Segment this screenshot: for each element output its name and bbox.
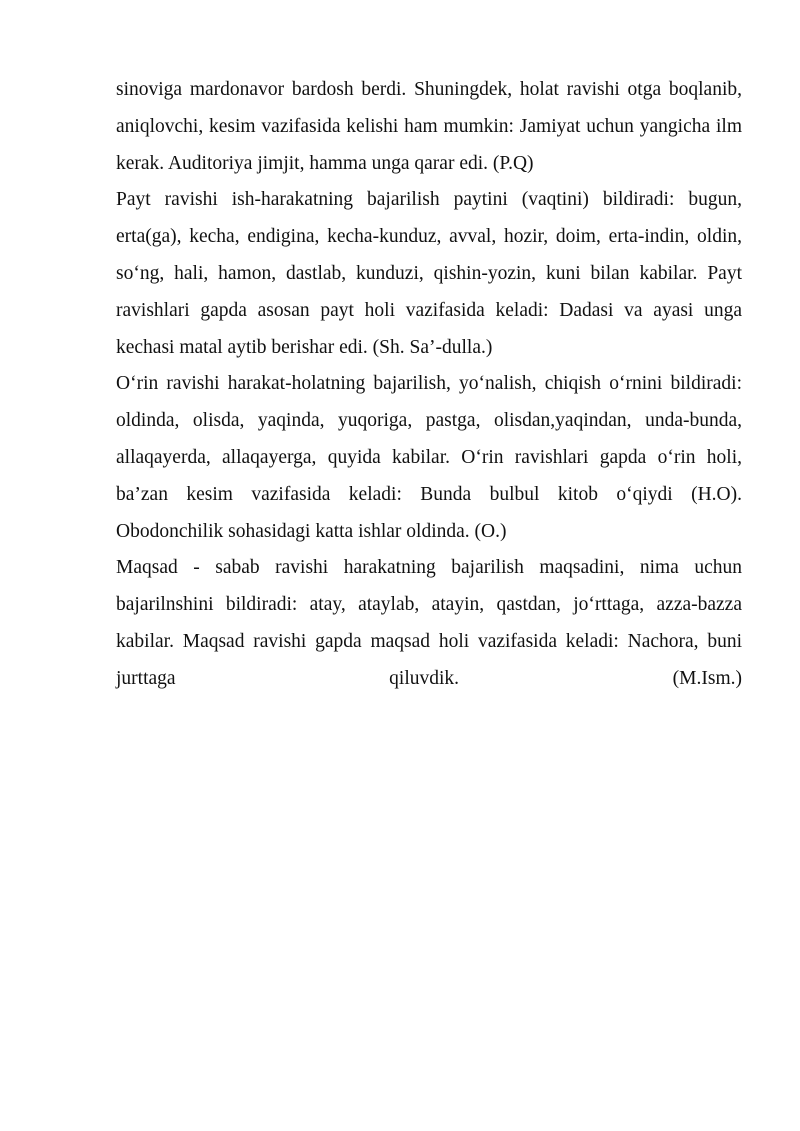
- paragraph-orin-ravishi: O‘rin ravishi harakat-holatning bajarilish, yo‘nalish, chiqish o‘rnini bildiradi: oldinda, olisda, yaqinda, yuqoriga, pastga, olisdan,yaqindan, unda-bunda, allaqayerda, allaqayerga, quyida kabilar. O‘rin ravishlari gapda o‘rin holi, ba’zan kesim vazifasida keladi: Bunda bulbul kitob o‘qiydi (H.O). Obodonchilik sohasidagi katta ishlar oldinda. (O.): [116, 373, 742, 542]
- paragraph-payt-ravishi: Payt ravishi ish-harakatning bajarilish paytini (vaqtini) bildiradi: bugun, erta(ga), kecha, endigina, kecha-kunduz, avval, hozir, doim, erta-indin, oldin, so‘ng, hali, hamon, dastlab, kunduzi, qishin-yozin, kuni bilan kabilar. Payt ravishlari gapda asosan payt holi vazifasida keladi: Dadasi va ayasi unga kechasi matal aytib berishar edi. (Sh. Sa’-dulla.): [116, 189, 742, 358]
- paragraph-holat-ravishi-continuation: sinoviga mardonavor bardosh berdi. Shuningdek, holat ravishi otga boqlanib, aniqlovchi, kesim vazifasida kelishi ham mumkin: Jamiyat uchun yangicha ilm kerak. Auditoriya jimjit, hamma unga qarar edi. (P.Q): [116, 79, 742, 174]
- paragraph-maqsad-sabab-ravishi: Maqsad - sabab ravishi harakatning bajarilish maqsadini, nima uchun bajarilnshini bildiradi: atay, ataylab, atayin, qastdan, jo‘rttaga, azza-bazza kabilar. Maqsad ravishi gapda maqsad holi vazifasida keladi: Nachora, buni jurttaga qiluvdik. (M.Ism.): [116, 557, 742, 689]
- document-page: [116, 72, 742, 698]
